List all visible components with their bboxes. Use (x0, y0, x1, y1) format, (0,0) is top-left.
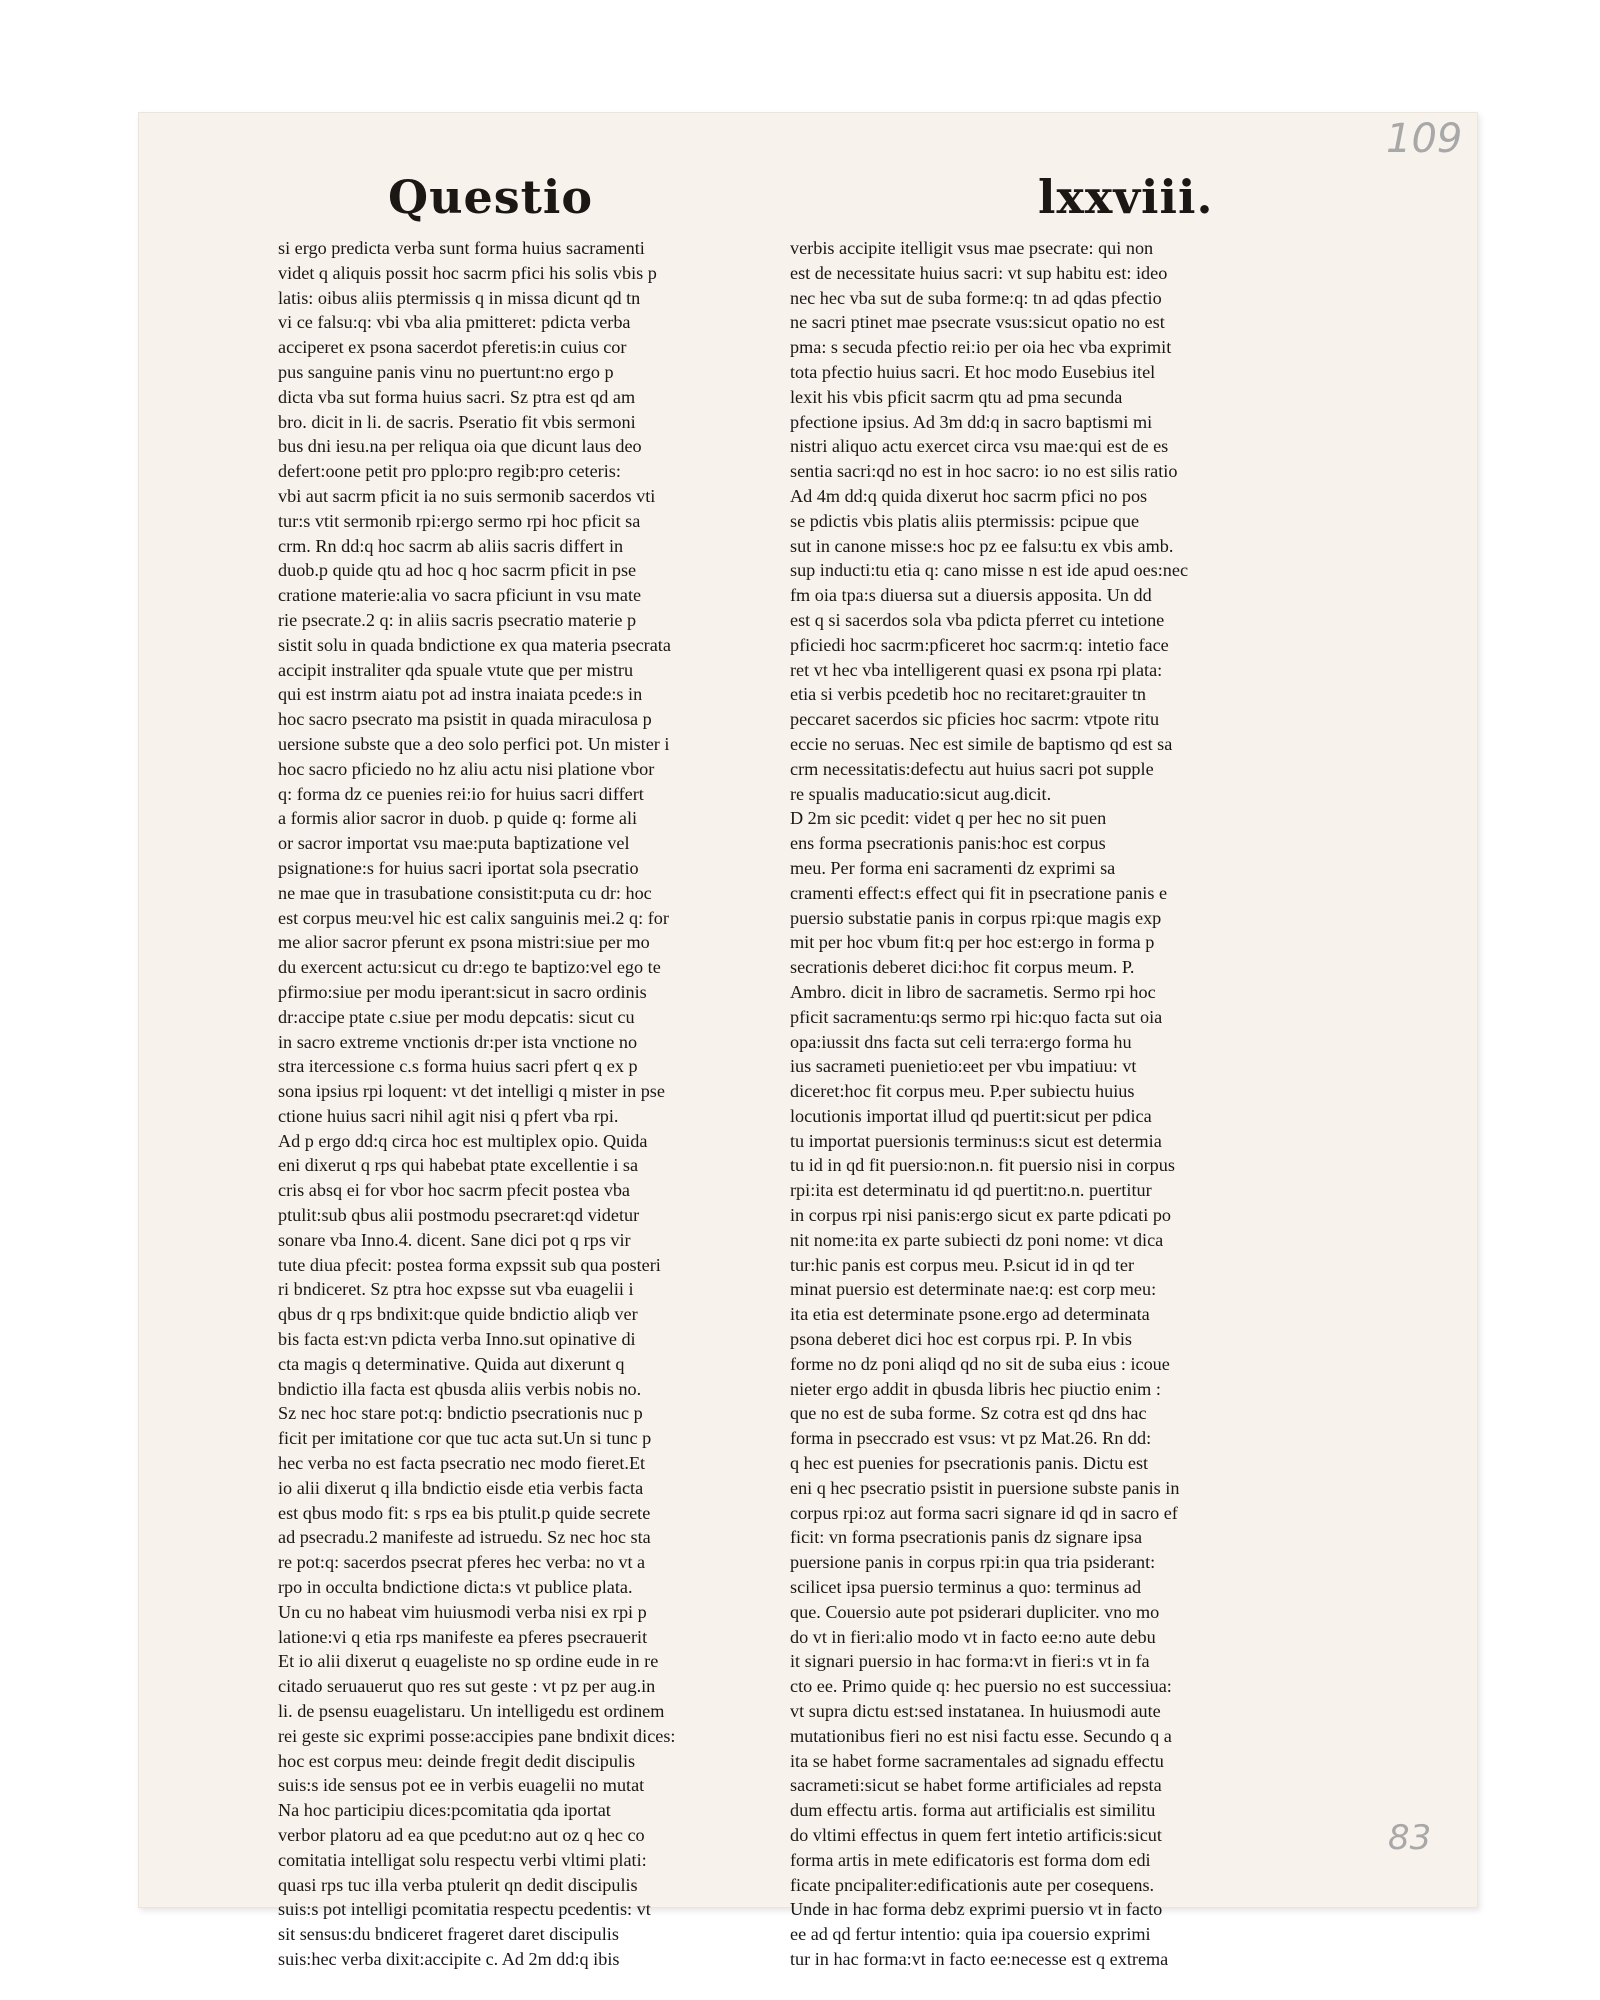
text-line: cratione materie:alia vo sacra pficiunt in vsu mate (278, 585, 642, 606)
text-line: rie psecrate.2 q: in aliis sacris psecratio materie p (278, 609, 637, 630)
text-line: it signari puersio in hac forma:vt in fieri:s vt in fa (790, 1651, 1150, 1672)
text-line: nieter ergo addit in qbusda libris hec piuctio enim : (790, 1378, 1161, 1399)
text-line: eccie no seruas. Nec est simile de baptismo qd est sa (790, 733, 1173, 754)
text-line: dr:accipe ptate c.siue per modu depcatis: sicut cu (278, 1006, 635, 1027)
text-line: pma: s secuda pfectio rei:io per oia hec vba exprimit (790, 337, 1172, 358)
text-line: nit nome:ita ex parte subiecti dz poni nome: vt dica (790, 1229, 1164, 1250)
text-line: rpo in occulta bndictione dicta:s vt publice plata. (278, 1577, 633, 1598)
text-line: du exercent actu:sicut cu dr:ego te baptizo:vel ego te (278, 957, 661, 978)
text-line: dicta vba sut forma huius sacri. Sz ptra est qd am (278, 386, 636, 407)
text-line: io alii dixerut q illa bndictio eisde etia verbis facta (278, 1477, 644, 1498)
text-line: latis: oibus aliis ptermissis q in missa dicunt qd tn (278, 287, 641, 308)
text-line: a formis alior sacror in duob. p quide q: forme ali (278, 808, 638, 829)
text-line: mutationibus fieri no est nisi factu esse. Secundo q a (790, 1725, 1172, 1746)
text-line: cramenti effect:s effect qui fit in psecratione panis e (790, 882, 1168, 903)
text-line: puersio substatie panis in corpus rpi:que magis exp (790, 907, 1162, 928)
text-line: secrationis deberet dici:hoc fit corpus meum. P. (790, 957, 1135, 978)
text-line: ens forma psecrationis panis:hoc est corpus (790, 833, 1106, 854)
text-line: Sz nec hoc stare pot:q: bndictio psecrationis nuc p (278, 1403, 643, 1424)
text-line: sup inducti:tu etia q: cano misse n est ide apud oes:nec (790, 560, 1189, 581)
text-line: puersione panis in corpus rpi:in qua tria psiderant: (790, 1552, 1156, 1573)
text-line: forma in pseccrado est vsus: vt pz Mat.26. Rn dd: (790, 1428, 1152, 1449)
text-line: pficiedi hoc sacrm:pficeret hoc sacrm:q: intetio face (790, 634, 1169, 655)
text-line: ctione huius sacri nihil agit nisi q pfert vba rpi. (278, 1105, 619, 1126)
text-line: peccaret sacerdos sic pficies hoc sacrm: vtpote ritu (790, 709, 1160, 730)
pencil-folio-number: 109 (1386, 116, 1463, 162)
text-line: re pot:q: sacerdos psecrat pferes hec verba: no vt a (278, 1552, 646, 1573)
text-line: comitatia intelligat solu respectu verbi vltimi plati: (278, 1849, 647, 1870)
text-line: do vt in fieri:alio modo vt in facto ee:no aute debu (790, 1626, 1156, 1647)
text-line: que. Couersio aute pot psiderari dupliciter. vno mo (790, 1601, 1160, 1622)
text-line: bndictio illa facta est qbusda aliis verbis nobis no. (278, 1378, 642, 1399)
text-line: verbor platoru ad ea que pcedut:no aut oz q hec co (278, 1825, 645, 1845)
running-heading-right: lxxviii. (1038, 170, 1214, 224)
text-line: q: forma dz ce puenies rei:io for huius sacri differt (278, 783, 644, 804)
text-line: scilicet ipsa puersio terminus a quo: terminus ad (790, 1577, 1142, 1598)
text-line: q hec est puenies for psecrationis panis. Dictu est (790, 1453, 1149, 1474)
text-line: rei geste sic exprimi posse:accipies pane bndixit dices: (278, 1725, 676, 1746)
text-line: defert:oone petit pro pplo:pro regib:pro ceteris: (278, 461, 621, 482)
text-line: hoc sacro pficiedo no hz aliu actu nisi platione vbor (278, 758, 655, 779)
text-line: D 2m sic pcedit: videt q per hec no sit puen (790, 808, 1107, 829)
text-line: ee ad qd fertur intentio: quia ipa couersio exprimi (790, 1924, 1151, 1945)
text-line: etia si verbis pcedetib hoc no recitaret:grauiter tn (790, 684, 1147, 705)
text-line: sit sensus:du bndiceret frageret daret discipulis (278, 1924, 619, 1945)
text-line: forma artis in mete edificatoris est forma dom edi (790, 1849, 1151, 1870)
text-line: uersione subste que a deo solo perfici pot. Un mister i (278, 733, 670, 754)
text-line: psignatione:s for huius sacri iportat sola psecratio (278, 857, 639, 878)
text-line: re spualis maducatio:sicut aug.dicit. (790, 783, 1052, 804)
text-line: ne sacri ptinet mae psecrate vsus:sicut opatio no est (790, 312, 1165, 333)
text-line: Na hoc participiu dices:pcomitatia qda iportat (278, 1800, 611, 1821)
text-line: quasi rps tuc illa verba ptulerit qn dedit discipulis (278, 1874, 638, 1895)
text-line: tur in hac forma:vt in facto ee:necesse est q extrema (790, 1948, 1169, 1969)
left-text-column (278, 236, 776, 1972)
text-line: bis facta est:vn pdicta verba Inno.sut opinative di (278, 1329, 636, 1350)
text-line: sacrameti:sicut se habet forme artificiales ad repsta (790, 1775, 1162, 1796)
text-line: lexit his vbis pficit sacrm qtu ad pma secunda (790, 386, 1123, 407)
text-line: vbi aut sacrm pficit ia no suis sermonib sacerdos vti (278, 485, 656, 506)
text-line: sonare vba Inno.4. dicent. Sane dici pot q rps vir (278, 1229, 631, 1250)
text-line: ita se habet forme sacramentales ad signadu effectu (790, 1750, 1164, 1771)
text-line: corpus rpi:oz aut forma sacri signare id qd in sacro ef (790, 1502, 1178, 1523)
text-line: sut in canone misse:s hoc pz ee falsu:tu ex vbis amb. (790, 535, 1174, 556)
text-line: sona ipsius rpi loquent: vt det intelligi q mister in pse (278, 1081, 665, 1102)
text-line: rpi:ita est determinatu id qd puertit:no.n. puertitur (790, 1180, 1152, 1201)
text-line: pus sanguine panis vinu no puertunt:no ergo p (278, 361, 614, 382)
text-line: crm necessitatis:defectu aut huius sacri pot supple (790, 758, 1154, 779)
text-line: est q si sacerdos sola vba pdicta pferret cu intetione (790, 609, 1165, 630)
running-heading-left: Questio (388, 170, 594, 224)
text-line: tu id in qd fit puersio:non.n. fit puersio nisi in corpus (790, 1155, 1175, 1176)
text-line: Unde in hac forma debz exprimi puersio vt in facto (790, 1899, 1163, 1920)
text-line: ptulit:sub qbus alii postmodu psecraret:qd videtur (278, 1205, 640, 1226)
text-line: hoc est corpus meu: deinde fregit dedit discipulis (278, 1750, 636, 1771)
text-line: crm. Rn dd:q hoc sacrm ab aliis sacris differt in (278, 535, 624, 556)
text-line: in sacro extreme vnctionis dr:per ista vnctione no (278, 1031, 638, 1052)
text-line: Un cu no habeat vim huiusmodi verba nisi ex rpi p (278, 1601, 647, 1622)
text-line: bro. dicit in li. de sacris. Pseratio fit vbis sermoni (278, 411, 636, 432)
text-line: accipit instraliter qda spuale vtute que per mistru (278, 659, 634, 680)
text-line: locutionis importat illud qd puertit:sicut per pdica (790, 1105, 1152, 1126)
text-line: opa:iussit dns facta sut celi terra:ergo forma hu (790, 1031, 1132, 1052)
text-line: ri bndiceret. Sz ptra hoc expsse sut vba euagelii i (278, 1279, 634, 1300)
text-line: est qbus modo fit: s rps ea bis ptulit.p quide secrete (278, 1502, 651, 1523)
text-line: ita etia est determinate psone.ergo ad determinata (790, 1304, 1150, 1325)
text-line: Ad 4m dd:q quida dixerut hoc sacrm pfici no pos (790, 485, 1148, 506)
text-line: cris absq ei for vbor hoc sacrm pfecit postea vba (278, 1180, 631, 1201)
book-leaf (138, 112, 1478, 1969)
text-line: qui est instrm aiatu pot ad instra inaiata pcede:s in (278, 684, 643, 705)
text-line: tute diua pfecit: postea forma expssit sub qua posteri (278, 1254, 661, 1275)
text-line: stra itercessione c.s forma huius sacri pfert q ex p (278, 1056, 638, 1077)
text-line: psona deberet dici hoc est corpus rpi. P. In vbis (790, 1329, 1132, 1350)
text-line: Ad p ergo dd:q circa hoc est multiplex opio. Quida (278, 1130, 648, 1151)
text-line: fm oia tpa:s diuersa sut a diuersis apposita. Un dd (790, 585, 1152, 606)
text-line: ficate pncipaliter:edificationis aute per cosequens. (790, 1874, 1155, 1895)
text-line: nistri aliquo actu exercet circa vsu mae:qui est de es (790, 436, 1169, 457)
text-line: bus dni iesu.na per reliqua oia que dicunt laus deo (278, 436, 642, 457)
text-line: ne mae que in trasubatione consistit:puta cu dr: hoc (278, 882, 652, 903)
text-line: suis:hec verba dixit:accipite c. Ad 2m dd:q ibis (278, 1948, 620, 1969)
text-line: cto ee. Primo quide q: hec puersio no est successiua: (790, 1676, 1172, 1697)
text-line: ficit: vn forma psecrationis panis dz signare ipsa (790, 1527, 1143, 1548)
text-line: tota pfectio huius sacri. Et hoc modo Eusebius itel (790, 361, 1156, 382)
text-line: minat puersio est determinate nae:q: est corp meu: (790, 1279, 1157, 1300)
text-line: do vltimi effectus in quem fert intetio artificis:sicut (790, 1825, 1162, 1845)
text-line: tu importat puersionis terminus:s sicut est determia (790, 1130, 1162, 1151)
text-line: or sacror importat vsu mae:puta baptizatione vel (278, 833, 630, 854)
text-line: eni q hec psecratio psistit in puersione subste panis in (790, 1477, 1180, 1498)
text-line: duob.p quide qtu ad hoc q hoc sacrm pficit in pse (278, 560, 637, 581)
text-line: que no est de suba forme. Sz cotra est qd dns hac (790, 1403, 1147, 1424)
text-line: tur:hic panis est corpus meu. P.sicut id in qd ter (790, 1254, 1134, 1275)
text-line: citado seruauerut quo res sut geste : vt pz per aug.in (278, 1676, 656, 1697)
text-line: sentia sacri:qd no est in hoc sacro: io no est silis ratio (790, 461, 1178, 482)
text-line: pfectione ipsius. Ad 3m dd:q in sacro baptismi mi (790, 411, 1153, 432)
text-line: suis:s pot intelligi pcomitatia respectu pcedentis: vt (278, 1899, 651, 1920)
text-line: Ambro. dicit in libro de sacrametis. Sermo rpi hoc (790, 981, 1156, 1002)
text-line: hoc sacro psecrato ma psistit in quada miraculosa p (278, 709, 652, 730)
text-line: me alior sacror pferunt ex psona mistri:siue per mo (278, 932, 650, 953)
text-line: ficit per imitatione cor que tuc acta sut.Un si tunc p (278, 1428, 652, 1449)
text-line: qbus dr q rps bndixit:que quide bndictio aliqb ver (278, 1304, 638, 1325)
text-line: videt q aliquis possit hoc sacrm pfici his solis vbis p (278, 262, 657, 283)
pencil-bottom-number: 83 (1388, 1818, 1432, 1858)
text-line: nec hec vba sut de suba forme:q: tn ad qdas pfectio (790, 287, 1162, 308)
text-line: suis:s ide sensus pot ee in verbis euagelii no mutat (278, 1775, 645, 1796)
text-line: mit per hoc vbum fit:q per hoc est:ergo in forma p (790, 932, 1155, 953)
text-line: pficit sacramentu:qs sermo rpi hic:quo facta sut oia (790, 1006, 1163, 1027)
text-line: li. de psensu euagelistaru. Un intelligedu est ordinem (278, 1701, 665, 1722)
text-line: meu. Per forma eni sacramenti dz exprimi sa (790, 857, 1116, 878)
text-line: Et io alii dixerut q euageliste no sp ordine eude in re (278, 1651, 659, 1672)
text-line: hec verba no est facta psecratio nec modo fieret.Et (278, 1453, 646, 1474)
text-line: vi ce falsu:q: vbi vba alia pmitteret: pdicta verba (278, 312, 631, 333)
text-line: forme no dz poni aliqd qd no sit de suba eius : icoue (790, 1353, 1170, 1374)
text-line: ret vt hec vba intelligerent quasi ex psona rpi plata: (790, 659, 1163, 680)
text-line: tur:s vtit sermonib rpi:ergo sermo rpi hoc pficit sa (278, 510, 641, 531)
text-line: si ergo predicta verba sunt forma huius sacramenti (278, 238, 645, 258)
text-line: latione:vi q etia rps manifeste ea pferes psecrauerit (278, 1626, 648, 1647)
text-line: verbis accipite itelligit vsus mae psecrate: qui non (790, 238, 1154, 258)
text-line: acciperet ex psona sacerdot pferetis:in cuius cor (278, 337, 627, 358)
right-text-column (790, 236, 1288, 1972)
text-line: ad psecradu.2 manifeste ad istruedu. Sz nec hoc sta (278, 1527, 651, 1548)
text-line: vt supra dictu est:sed instatanea. In huiusmodi aute (790, 1701, 1161, 1722)
text-line: sistit solu in quada bndictione ex qua materia psecrata (278, 634, 671, 655)
text-line: in corpus rpi nisi panis:ergo sicut ex parte pdicati po (790, 1205, 1172, 1226)
text-line: est corpus meu:vel hic est calix sanguinis mei.2 q: for (278, 907, 669, 928)
text-line: ius sacrameti puenietio:eet per vbu impatiuu: vt (790, 1056, 1137, 1077)
text-line: cta magis q determinative. Quida aut dixerunt q (278, 1353, 625, 1374)
text-line: pfirmo:siue per modu iperant:sicut in sacro ordinis (278, 981, 647, 1002)
text-line: est de necessitate huius sacri: vt sup habitu est: ideo (790, 262, 1168, 283)
text-line: dum effectu artis. forma aut artificialis est similitu (790, 1800, 1156, 1821)
text-line: se pdictis vbis platis aliis ptermissis: pcipue que (790, 510, 1140, 531)
text-line: diceret:hoc fit corpus meu. P.per subiectu huius (790, 1081, 1135, 1102)
text-line: eni dixerut q rps qui habebat ptate excellentie i sa (278, 1155, 639, 1176)
